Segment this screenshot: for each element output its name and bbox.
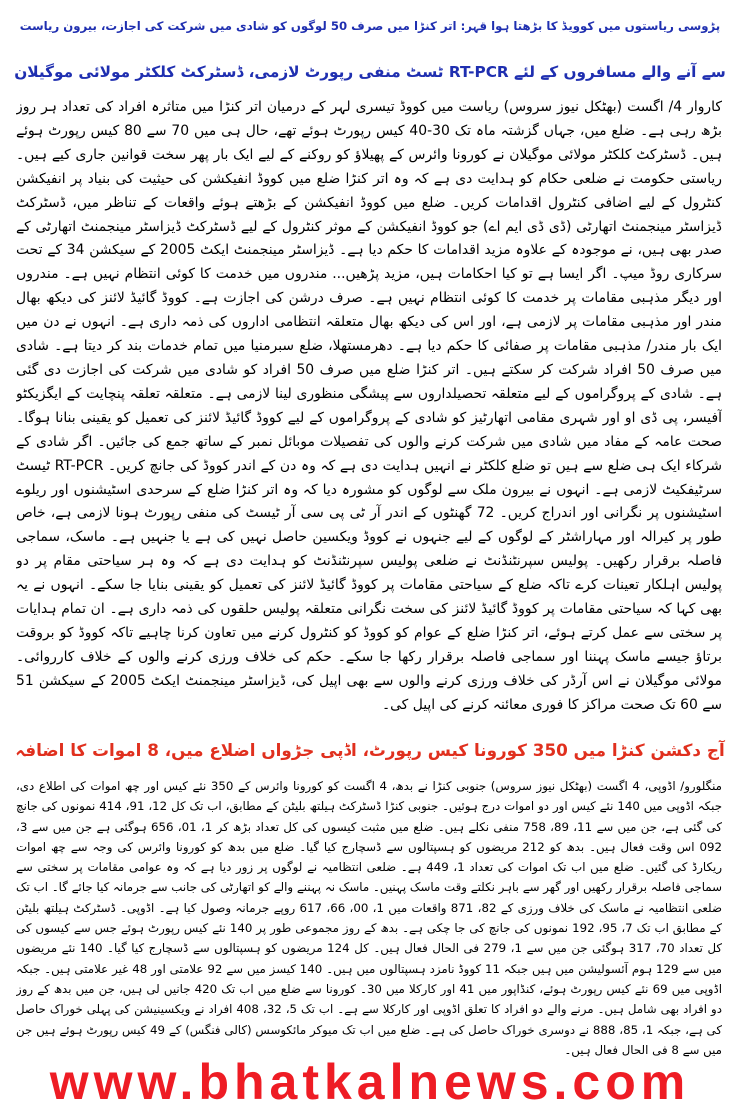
article-body-1: کاروار 4/ اگست (بھٹکل نیوز سروس) ریاست میں کووڈ تیسری لہر کے درمیان اتر کنڑا میں متاثرہ افراد کی تعداد ہر روز بڑھ رہی ہے۔ ضلع میں، جہاں گزشتہ ماہ تک 30-40 کیس رپورٹ ہوئے تھے، حال ہی میں 70 سے 80 کیس رپورٹ ہوئے ہیں۔ ڈسٹرکٹ کلکٹر مولائی موگیلان نے کورونا وائرس کے پھیلاؤ کو روکنے کے لیے ایک بار پھر سخت قوانین جاری کیے ہیں۔ ریاستی حکومت نے ضلعی حکام کو ہدایت دی ہے کہ وہ اتر کنڑا ضلع میں کووڈ انفیکشن کی حیثیت کی بنیاد پر انفیکشن کنٹرول کے لیے اضافی کنٹرول اقدامات کریں۔ ضلع میں کووڈ انفیکشن کے بڑھتے ہوئے واقعات کے تناظر میں، ڈسٹرکٹ ڈیزاسٹر مینجمنٹ اتھارٹی (ڈی ڈی ایم اے) جو کووڈ انفیکشن کے موثر کنٹرول کے لیے ڈسٹرکٹ ڈیزاسٹر مینجمنٹ اتھارٹی کے صدر بھی ہیں، نے موجودہ کے علاوہ مزید اقدامات کا حکم دیا ہے۔ ڈیزاسٹر مینجمنٹ ایکٹ 2005 کے سیکشن 34 کے تحت سرکاری روڈ میپ۔ اگر ایسا ہے تو کیا احکامات ہیں، مزید پڑھیں... مندروں میں خدمت کا کوئی انتظام نہیں ہے۔ مندروں اور دیگر مذہبی مقامات پر خدمت کا کوئی انتظام نہیں ہے۔ صرف درشن کی اجازت ہے۔ کووڈ گائیڈ لائنز کی دیکھ بھال مندر اور مذہبی مقامات پر لازمی ہے، اور اس کی دیکھ بھال متعلقہ انتظامی اداروں کی ذمہ داری ہے۔ انہوں نے دن میں ایک بار مندر/ مذہبی مقامات پر صفائی کا حکم دیا ہے۔ دھرمستھلا، ضلع سبرمنیا میں تمام خدمات بند کر دیتا ہے۔ شادی میں صرف 50 افراد شرکت کر سکتے ہیں۔ اتر کنڑا ضلع میں صرف 50 افراد کو شادی میں شرکت کی اجازت دی گئی ہے۔ شادی کے پروگراموں کے لیے متعلقہ تحصیلداروں سے پیشگی منظوری لینا لازمی ہے۔ متعلقہ تعلقہ پنچایت کے ایگزیکٹو آفیسر، پی ڈی او اور شہری مقامی اتھارٹیز کو شادی کے پروگراموں کے لیے کووڈ گائیڈ لائنز کی تعمیل کو یقینی بنانا ہوگا۔ صحت عامہ کے مفاد میں شادی میں شرکت کرنے والوں کی تفصیلات موبائل نمبر کے ساتھ جمع کی جائیں۔ اگر شادی کے شرکاء ایک ہی ضلع سے ہیں تو ضلع کلکٹر نے انہیں ہدایت دی ہے کہ وہ دن کے اندر کووڈ کی جانچ کریں۔ RT-PCR ٹیسٹ سرٹیفکیٹ لازمی ہے۔ انہوں نے بیرون ملک سے لوگوں کو مشورہ دیا کہ وہ اتر کنڑا ضلع کے سرحدی اسٹیشنوں اور ریلوے اسٹیشنوں پر نگرانی اور اندراج کریں۔ 72 گھنٹوں کے اندر آر ٹی پی سی آر ٹیسٹ کی منفی رپورٹ ہونا لازمی ہے، خاص طور پر کیرالہ اور مہاراشٹر کے لوگوں کے لیے جنہوں نے کووڈ ویکسین حاصل نہیں کی ہے یا جنہیں ہے۔ ماسک، سماجی فاصلہ برقرار رکھیں۔ پولیس سپرنٹنڈنٹ نے ضلعی پولیس سپرنٹنڈنٹ کو ہدایت دی ہے کہ وہ ہر سیاحتی مقام پر دو پولیس اہلکار تعینات کرے تاکہ ضلع کے سیاحتی مقامات پر کووڈ گائیڈ لائنز کی تعمیل کو یقینی بنایا جا سکے۔ انہوں نے یہ بھی کہا کہ سیاحتی مقامات پر کووڈ گائیڈ لائنز کی سخت نگرانی متعلقہ پولیس حلقوں کی ذمہ داری ہے۔ ان تمام ہدایات پر سختی سے عمل کرتے ہوئے، اتر کنڑا ضلع کے عوام کو کووڈ کو کنٹرول کرنے میں تعاون کرنا چاہیے تاکہ کووڈ کو بروقت برتاؤ جیسے ماسک پہننا اور سماجی فاصلہ برقرار رکھا جا سکے۔ حکم کی خلاف ورزی کرنے والوں کے خلاف کارروائی۔ مولائی موگیلان نے اس آرڈر کی خلاف ورزی کرنے والوں سے بھی اپیل کی، ڈیزاسٹر مینجمنٹ ایکٹ 2005 کے سیکشن 51 سے 60 تک صحت مراکز کا فوری معائنہ کرنے کی اپیل کی۔ <box>16 99 722 713</box>
headline-2: آج دکشن کنڑا میں 350 کورونا کیس رپورٹ، اڈپی جڑواں اضلاع میں، 8 اموات کا اضافہ <box>15 740 725 760</box>
website-watermark: www.bhatkalnews.com <box>49 1054 691 1110</box>
headline-line-1: پڑوسی ریاستوں میں کوویڈ کا بڑھتا ہوا قہر: اتر کنڑا میں صرف 50 لوگوں کو شادی میں شرکت کی اجازت، بیرون ریاست <box>19 19 721 33</box>
article-body-2: منگلورو/ اڈوپی، 4 اگست (بھٹکل نیوز سروس) جنوبی کنڑا نے بدھ، 4 اگست کو کورونا وائرس کے 350 نئے کیس اور چھ اموات کی اطلاع دی، جبکہ اڈوپی میں 140 نئے کیس اور دو اموات درج ہوئیں۔ جنوبی کنڑا ڈسٹرکٹ ہیلتھ بلیٹن کے مطابق، اب تک کل 12، 91، 414 نمونوں کی جانچ کی گئی ہے، جن میں سے 11، 89، 758 منفی نکلے ہیں۔ ضلع میں مثبت کیسوں کی کل تعداد بڑھ کر 1، 01، 656 ہوگئی ہے جن میں سے 3، 092 اس وقت فعال ہیں۔ بدھ کو 212 مریضوں کو ہسپتالوں سے ڈسچارج کیا گیا۔ ضلع میں بدھ کو کورونا وائرس کی وجہ سے چھ اموات ریکارڈ کی گئیں۔ ضلع میں اب تک اموات کی تعداد 1، 449 ہے۔ ضلعی انتظامیہ نے لوگوں پر زور دیا ہے کہ وہ عوامی مقامات پر سختی سے سماجی فاصلہ برقرار رکھیں اور گھر سے باہر نکلتے وقت ماسک پہنیں۔ ماسک نہ پہننے والے کو اتھارٹی کی جانب سے جرمانہ کیا جائے گا۔ اب تک ضلعی انتظامیہ نے ماسک کی خلاف ورزی کے 82، 871 واقعات میں 1، 00، 66، 617 روپے جرمانہ وصول کیا ہے۔ اڈوپی۔ ڈسٹرکٹ ہیلتھ بلیٹن کے مطابق اب تک 7، 95، 192 نمونوں کی جانچ کی جا چکی ہے۔ بدھ کے روز مجموعی طور پر 140 نئے کیس رپورٹ ہوئے جس سے کیسوں کی کل تعداد 70، 317 ہوگئی جن میں سے 1، 279 فی الحال فعال ہیں۔ کل 124 مریضوں کو ہسپتالوں سے ڈسچارج کیا گیا۔ 140 نئے مریضوں میں سے 129 ہوم آئسولیشن میں ہیں جبکہ 11 کووڈ نامزد ہسپتالوں میں ہیں۔ 140 کیسز میں سے 92 علامتی اور 48 غیر علامتی ہیں۔ جبکہ اڈوپی میں 69 نئے کیس رپورٹ ہوئے، کنڈاپور میں 41 اور کارکلا میں 30۔ کورونا سے ضلع میں اب تک 420 جانیں لی ہیں، جن میں بدھ کے روز دو افراد بھی شامل ہیں۔ مرنے والے دو افراد کا تعلق اڈوپی اور کارکلا سے ہے۔ اب تک 5، 32، 408 افراد نے ویکسینیشن کی پہلی خوراک حاصل کی ہے، جبکہ 1، 85، 888 نے دوسری خوراک حاصل کی ہے۔ ضلع میں اب تک میوکر مائکوسس (کالی فنگس) کے 49 کیس رپورٹ ہوئے ہیں جن میں سے 8 فی الحال فعال ہیں۔ <box>16 779 722 1057</box>
headline-line-2: سے آنے والے مسافروں کے لئے RT-PCR ٹسٹ منفی رپورٹ لازمی، ڈسٹرکٹ کلکٹر مولائی موگیلان <box>14 63 726 81</box>
